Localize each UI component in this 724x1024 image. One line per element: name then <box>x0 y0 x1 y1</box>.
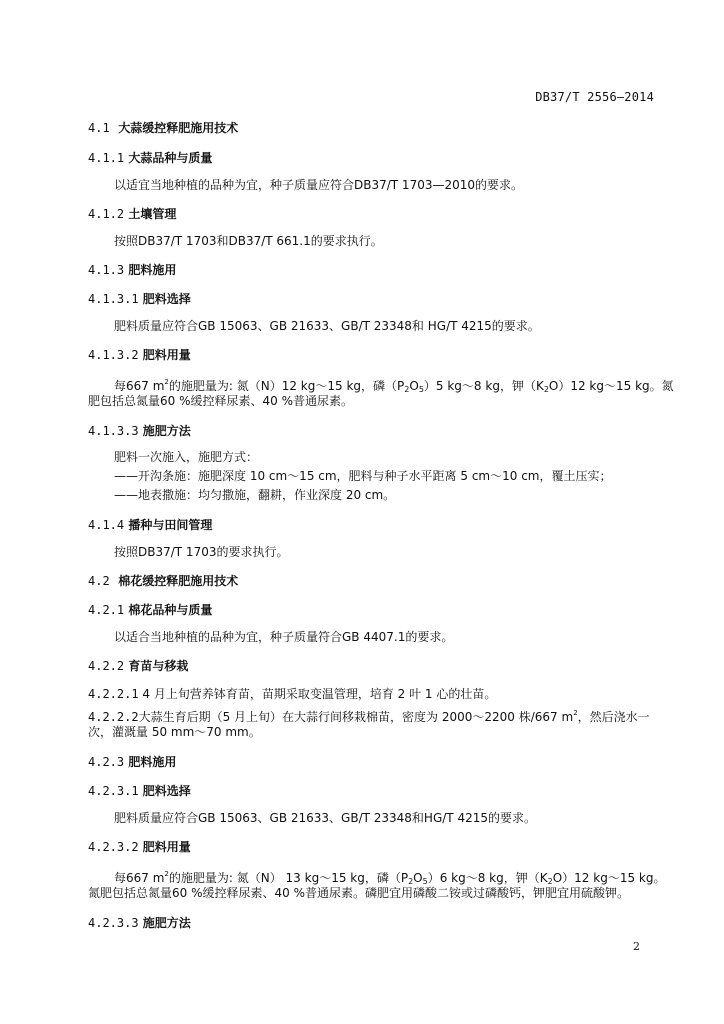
paragraph-line: 氮肥包括总氮量60 %缓控释尿素、40 %普通尿素。磷肥宜用磷酸二铵或过磷酸钙，钾肥宜用硫酸钾。 <box>88 886 629 900</box>
heading-4-2-3-3 <box>88 915 191 931</box>
paragraph: 按照DB37/T 1703的要求执行。 <box>114 545 289 559</box>
text-run: 每667 m <box>114 871 165 885</box>
heading-4-2-3-2 <box>88 839 191 855</box>
section-number: 4.1.2 <box>88 207 125 221</box>
section-title: 播种与田间管理 <box>128 518 213 532</box>
superscript: 2 <box>164 870 169 878</box>
standard-code: DB37/T 2556—2014 <box>535 90 654 104</box>
heading-4-1-4 <box>88 517 212 533</box>
section-title: 肥料施用 <box>128 263 177 277</box>
paragraph: 以适宜当地种植的品种为宜，种子质量应符合DB37/T 1703—2010的要求。 <box>114 178 524 192</box>
subscript: 5 <box>418 385 424 394</box>
paragraph-line: 肥包括总氮量60 %缓控释尿素、40 %普通尿素。 <box>88 394 353 408</box>
section-title: 肥料用量 <box>142 348 191 362</box>
text-run: O <box>413 871 423 885</box>
heading-4-1 <box>88 120 238 136</box>
section-number: 4.1.1 <box>88 151 125 165</box>
section-title: 肥料选择 <box>142 292 191 306</box>
section-title: 施肥方法 <box>142 916 191 930</box>
text-run: 的施肥量为: 氮（N）12 kg～15 kg，磷（P <box>168 379 405 393</box>
paragraph: 肥料质量应符合GB 15063、GB 21633、GB/T 23348和HG/T 4215的要求。 <box>114 811 536 825</box>
section-number: 4.2.3 <box>88 755 125 769</box>
subscript: 2 <box>543 385 549 394</box>
heading-4-2-3 <box>88 754 176 770</box>
section-title: 棉花缓控释肥施用技术 <box>118 574 239 588</box>
clause-4-2-2-1 <box>88 686 496 702</box>
section-title: 施肥方法 <box>142 424 191 438</box>
heading-4-2 <box>88 573 238 589</box>
heading-4-1-3-2 <box>88 347 191 363</box>
clause-text: 4 月上旬营养钵育苗，苗期采取变温管理，培育 2 叶 1 心的壮苗。 <box>142 687 497 701</box>
section-title: 棉花品种与质量 <box>128 603 213 617</box>
heading-4-1-3-1 <box>88 291 191 307</box>
subscript: 2 <box>404 385 410 394</box>
heading-4-1-1 <box>88 150 212 166</box>
paragraph-line: 肥料一次施入，施肥方式： <box>114 450 259 464</box>
paragraph-line: 次，灌溉量 50 mm～70 mm。 <box>88 725 261 739</box>
text-run: O）12 kg～15 kg。 <box>552 871 666 885</box>
section-number: 4.1.3.3 <box>88 424 139 438</box>
section-number: 4.2.3.3 <box>88 916 139 930</box>
section-title: 土壤管理 <box>128 207 177 221</box>
heading-4-2-2 <box>88 658 188 674</box>
section-title: 肥料用量 <box>142 840 191 854</box>
subscript: 2 <box>547 877 553 886</box>
text-run: 每667 m <box>114 379 165 393</box>
section-number: 4.1.3.1 <box>88 292 139 306</box>
heading-4-1-3 <box>88 262 176 278</box>
subscript: 5 <box>422 877 428 886</box>
heading-4-1-2 <box>88 206 176 222</box>
superscript: 2 <box>573 709 578 717</box>
section-number: 4.2.3.2 <box>88 840 139 854</box>
text-run: ）6 kg～8 kg，钾（K <box>427 871 548 885</box>
list-item: ——地表撒施：均匀撒施，翻耕，作业深度 20 cm。 <box>114 488 396 502</box>
section-number: 4.2.2.2 <box>88 710 139 724</box>
text-run: O）12 kg～15 kg。氮 <box>548 379 674 393</box>
paragraph: 以适合当地种植的品种为宜，种子质量符合GB 4407.1的要求。 <box>114 630 454 644</box>
text-run: ）5 kg～8 kg，钾（K <box>423 379 544 393</box>
section-number: 4.2.1 <box>88 603 125 617</box>
page-number: 2 <box>633 940 640 953</box>
heading-4-1-3-3 <box>88 423 191 439</box>
section-number: 4.2.2 <box>88 659 125 673</box>
paragraph: 肥料质量应符合GB 15063、GB 21633、GB/T 23348和 HG/T 4215的要求。 <box>114 319 540 333</box>
section-number: 4.2 <box>88 574 110 588</box>
subscript: 2 <box>408 877 414 886</box>
text-run: O <box>409 379 419 393</box>
text-run: 大蒜生育后期（5 月上旬）在大蒜行间移栽棉苗，密度为 2000～2200 株/667 m <box>138 710 574 724</box>
section-title: 大蒜品种与质量 <box>128 151 213 165</box>
heading-4-2-1 <box>88 602 212 618</box>
text-run: 的施肥量为: 氮（N） 13 kg～15 kg，磷（P <box>168 871 409 885</box>
superscript: 2 <box>164 378 169 386</box>
section-title: 育苗与移栽 <box>128 659 189 673</box>
clause-4-2-2-2 <box>88 705 650 725</box>
section-number: 4.2.3.1 <box>88 784 139 798</box>
section-title: 大蒜缓控释肥施用技术 <box>118 121 239 135</box>
list-item: ——开沟条施：施肥深度 10 cm～15 cm，肥料与种子水平距离 5 cm～10 cm，覆土压实； <box>114 469 612 483</box>
heading-4-2-3-1 <box>88 783 191 799</box>
section-number: 4.1.3.2 <box>88 348 139 362</box>
section-number: 4.1.3 <box>88 263 125 277</box>
paragraph: 按照DB37/T 1703和DB37/T 661.1的要求执行。 <box>114 234 383 248</box>
section-number: 4.1 <box>88 121 110 135</box>
section-title: 肥料施用 <box>128 755 177 769</box>
text-run: ，然后浇水一 <box>577 710 650 724</box>
section-title: 肥料选择 <box>142 784 191 798</box>
section-number: 4.1.4 <box>88 518 125 532</box>
section-number: 4.2.2.1 <box>88 687 139 701</box>
